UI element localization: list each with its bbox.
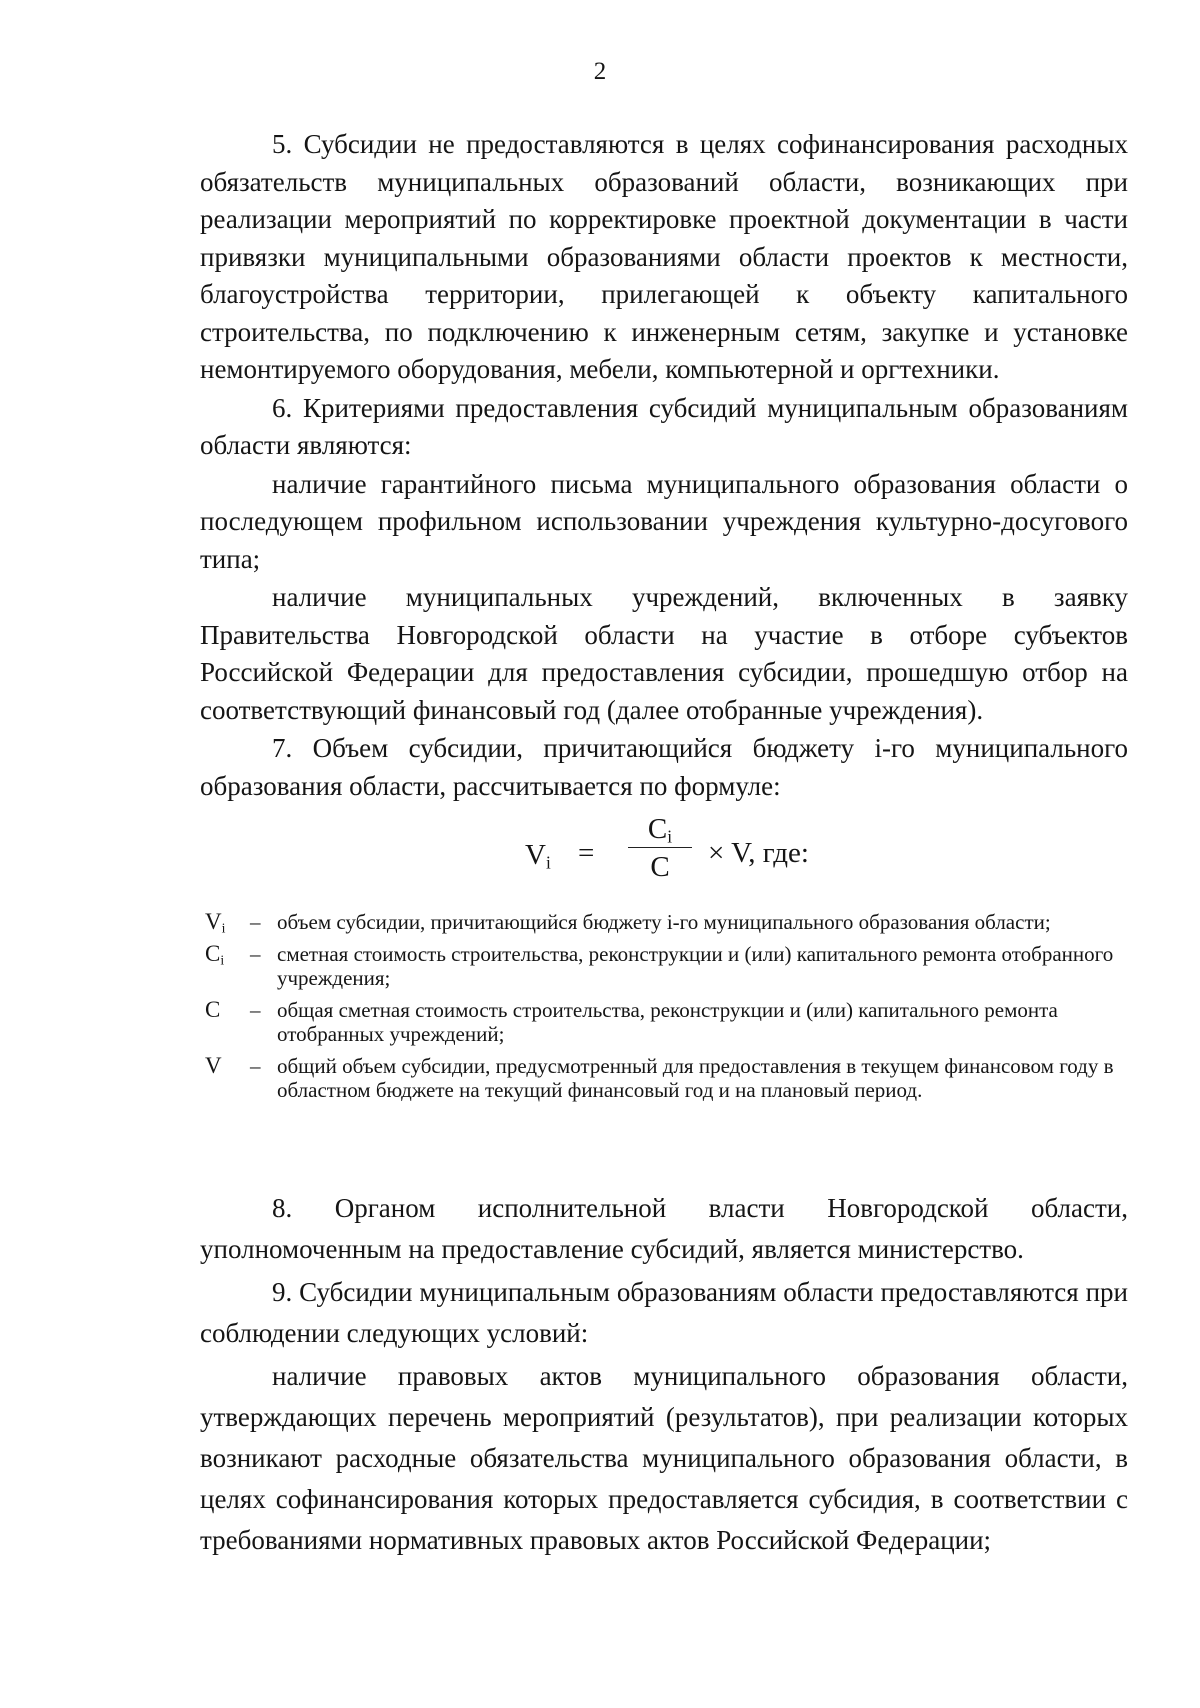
paragraph-7: 7. Объем субсидии, причитающийся бюджету i-го муниципального образования области, рассчитывается по формуле: xyxy=(200,733,1128,801)
paragraph-6: 6. Критериями предоставления субсидий муниципальным образованиям области являются: xyxy=(200,392,1128,460)
definition-dash: – xyxy=(250,998,261,1022)
formula-rest: × V, где: xyxy=(708,837,809,869)
paragraph-criterion-2: наличие муниципальных учреждений, включенных в заявку Правительства Новгородской области на участие в отборе субъектов Российской Федерации для предоставления субсидии, прошедшую отбор на соответствующий финансовый год (далее отобранные учреждения). xyxy=(200,582,1128,725)
definition-row xyxy=(205,998,1115,1046)
subsidy-formula xyxy=(200,807,1128,909)
page-number: 2 xyxy=(593,58,607,85)
body-text-top xyxy=(200,126,1128,909)
definition-symbol: V xyxy=(205,1053,222,1078)
definition-row xyxy=(205,942,1115,990)
formula-fraction xyxy=(620,811,700,884)
definition-text: общий объем субсидии, предусмотренный для предоставления в текущем финансовом году в областном бюджете на текущий финансовый год и на плановый период. xyxy=(277,1054,1114,1102)
definition-text: объем субсидии, причитающийся бюджету i-го муниципального образования области; xyxy=(277,910,1051,934)
definition-dash: – xyxy=(250,910,261,934)
paragraph-9: 9. Субсидии муниципальным образованиям области предоставляются при соблюдении следующих условий: xyxy=(200,1277,1128,1348)
definition-text: общая сметная стоимость строительства, реконструкции и (или) капитального ремонта отобранных учреждений; xyxy=(277,998,1058,1046)
definition-row xyxy=(205,910,1115,934)
formula-numerator: $C_i$ xyxy=(647,813,673,847)
definition-symbol: C xyxy=(205,997,221,1022)
definition-text: сметная стоимость строительства, реконструкции и (или) капитального ремонта отобранного учреждения; xyxy=(277,942,1114,990)
definition-symbol: $C_i$ xyxy=(205,941,225,968)
definition-row xyxy=(205,1054,1115,1102)
paragraph-condition-1: наличие правовых актов муниципального образования области, утверждающих перечень мероприятий (результатов), при реализации которых возникают расходные обязательства муниципального образования области, в целях софинансирования которых предоставляется субсидия, в соответствии с требованиями нормативных правовых актов Российской Федерации; xyxy=(200,1361,1128,1555)
definition-dash: – xyxy=(250,1054,261,1078)
formula-denominator: C xyxy=(650,851,670,883)
paragraph-5: 5. Субсидии не предоставляются в целях софинансирования расходных обязательств муниципальных образований области, возникающих при реализации мероприятий по корректировке проектной документации в части привязки муниципальными образованиями области проектов к местности, благоустройства территории, прилегающей к объекту капитального строительства, по подключению к инженерным сетям, закупке и установке немонтируемого оборудования, мебели, компьютерной и оргтехники. xyxy=(200,129,1128,384)
body-text-bottom xyxy=(200,1188,1128,1561)
formula-definitions xyxy=(205,910,1115,1110)
formula-lhs: $V_i$ xyxy=(525,839,551,873)
definition-dash: – xyxy=(250,942,261,966)
paragraph-8: 8. Органом исполнительной власти Новгородской области, уполномоченным на предоставление субсидий, является министерство. xyxy=(200,1193,1128,1264)
formula-equals: = xyxy=(578,837,595,869)
definition-symbol: $V_i$ xyxy=(205,909,226,936)
paragraph-criterion-1: наличие гарантийного письма муниципального образования области о последующем профильном использовании учреждения культурно-досугового типа; xyxy=(200,468,1128,574)
